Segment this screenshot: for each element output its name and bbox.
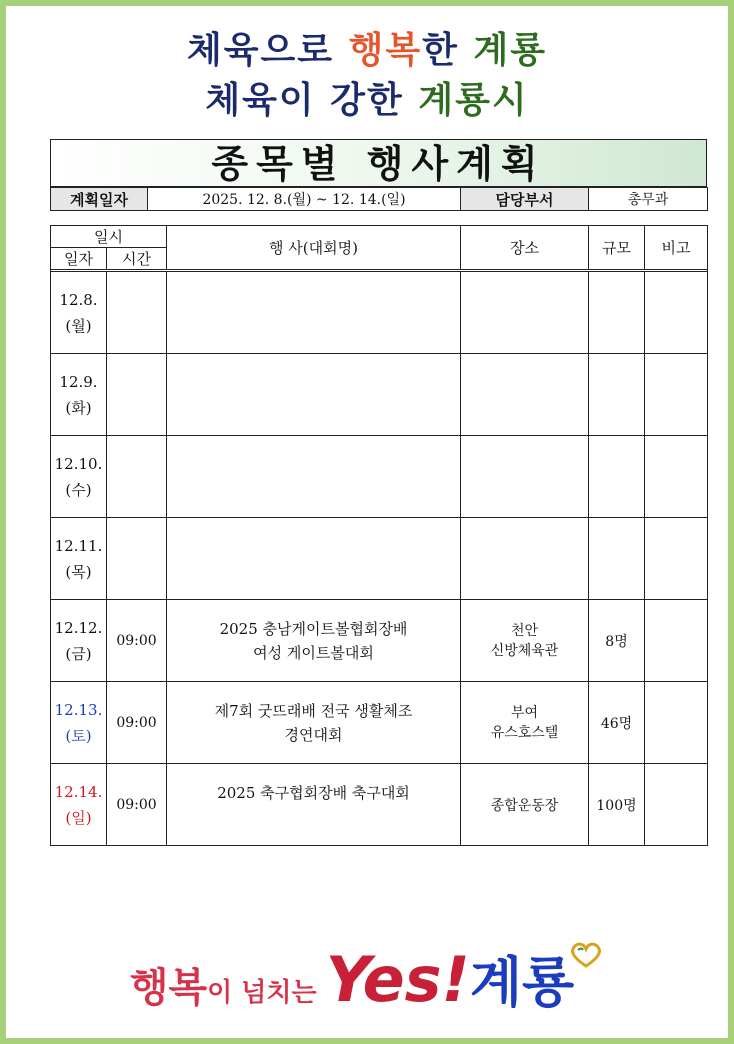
row-place (461, 272, 589, 354)
header-place: 장소 (461, 226, 589, 270)
slogan-text: 행복 (348, 30, 423, 71)
logo-text: 계룡 (469, 951, 575, 1014)
table-row (51, 682, 708, 764)
row-note (645, 272, 708, 354)
row-scale: 46명 (589, 682, 645, 764)
slogan-text: 계룡시 (418, 80, 529, 121)
row-event (167, 436, 461, 518)
info-table (50, 187, 708, 211)
row-note (645, 354, 708, 436)
table-row (51, 600, 708, 682)
table-row (51, 436, 708, 518)
row-event: 제7회 굿뜨래배 전국 생활체조 경연대회 (167, 682, 461, 764)
table-row (51, 272, 708, 354)
row-time: 09:00 (107, 682, 167, 764)
slogan-text: 계룡 (473, 30, 548, 71)
row-scale (589, 272, 645, 354)
row-date: 12.13. (토) (51, 682, 107, 764)
row-place (461, 436, 589, 518)
row-scale (589, 436, 645, 518)
row-note (645, 436, 708, 518)
row-place: 천안 신방체육관 (461, 600, 589, 682)
header-event: 행 사(대회명) (167, 226, 461, 270)
row-place: 종합운동장 (461, 764, 589, 846)
row-place (461, 354, 589, 436)
row-time: 09:00 (107, 600, 167, 682)
table-row (51, 764, 708, 846)
row-date: 12.9. (화) (51, 354, 107, 436)
table-row (51, 354, 708, 436)
row-time (107, 518, 167, 600)
slogan-text: 체육 (205, 80, 279, 121)
row-note (645, 518, 708, 600)
row-scale (589, 354, 645, 436)
heart-icon (568, 940, 604, 970)
slogan-text: 한 (422, 30, 474, 71)
header-time: 시간 (107, 248, 167, 270)
logo-text: 행복 (129, 965, 208, 1011)
row-time (107, 272, 167, 354)
row-date: 12.11. (목) (51, 518, 107, 600)
row-event (167, 518, 461, 600)
row-place (461, 518, 589, 600)
slogan-line-1 (0, 22, 734, 73)
table-row (51, 518, 708, 600)
row-date: 12.14. (일) (51, 764, 107, 846)
logo-text: 이 넘치는 (207, 978, 326, 1008)
schedule-table (50, 225, 708, 846)
row-time: 09:00 (107, 764, 167, 846)
logo-text: Yes! (325, 943, 470, 1016)
row-note (645, 600, 708, 682)
row-date: 12.12. (금) (51, 600, 107, 682)
dept-value: 총무과 (589, 188, 708, 211)
row-event: 2025 축구협회장배 축구대회 (167, 764, 461, 846)
row-date: 12.8. (월) (51, 272, 107, 354)
plan-date-label: 계획일자 (51, 188, 148, 211)
row-note (645, 682, 708, 764)
row-time (107, 354, 167, 436)
slogan-text: 이 강한 (278, 80, 419, 121)
row-note (645, 764, 708, 846)
slogan-line-2 (0, 72, 734, 123)
row-scale (589, 518, 645, 600)
header-note: 비고 (645, 226, 708, 270)
row-place: 부여 유스호스텔 (461, 682, 589, 764)
row-event (167, 272, 461, 354)
row-event (167, 354, 461, 436)
row-time (107, 436, 167, 518)
row-event: 2025 충남게이트볼협회장배 여성 게이트볼대회 (167, 600, 461, 682)
header-scale: 규모 (589, 226, 645, 270)
row-date: 12.10. (수) (51, 436, 107, 518)
header-date: 일자 (51, 248, 107, 270)
city-logo (0, 940, 734, 1017)
header-datetime: 일시 (51, 226, 167, 248)
dept-label: 담당부서 (461, 188, 589, 211)
plan-date-value: 2025. 12. 8.(월) ~ 12. 14.(일) (148, 188, 461, 211)
page-title: 종목별 행사계획 (50, 139, 707, 187)
row-scale: 8명 (589, 600, 645, 682)
row-scale: 100명 (589, 764, 645, 846)
slogan-text: 체육으로 (186, 30, 349, 71)
